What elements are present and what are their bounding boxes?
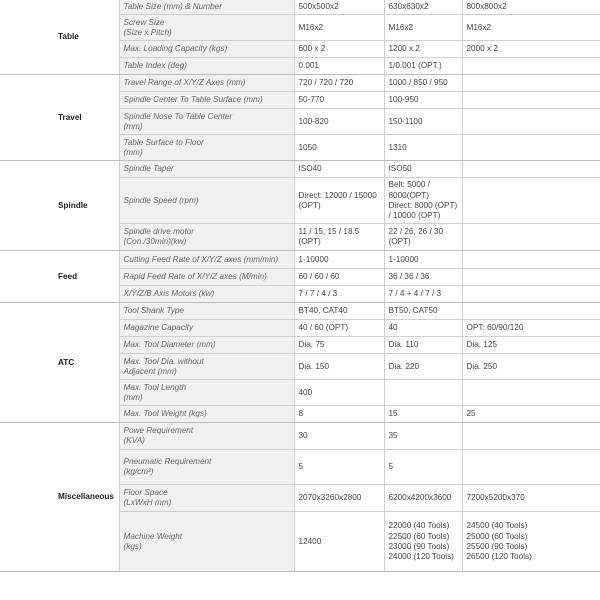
spec-label: Floor Space (LxWxH mm) (119, 485, 294, 512)
spec-value-model-3 (462, 161, 600, 178)
spec-value-model-1: 500x500x2 (294, 0, 384, 15)
category-atc: ATC (0, 303, 119, 423)
spec-value-model-3 (462, 178, 600, 224)
spec-value-model-2: BT50, CAT50 (384, 303, 462, 320)
spec-value-model-1: 30 (294, 423, 384, 450)
spec-label: Spindle Speed (rpm) (119, 178, 294, 224)
spec-value-model-3 (462, 380, 600, 406)
spec-value-model-3 (462, 109, 600, 135)
spec-value-model-2: 630x630x2 (384, 0, 462, 15)
spec-value-model-3: 24500 (40 Tools) 25000 (60 Tools) 25500 (90 Tools) 26500 (120 Tools) (462, 512, 600, 572)
spec-label: Max. Tool Weight (kgs) (119, 406, 294, 423)
spec-value-model-3 (462, 224, 600, 251)
spec-label: Spindle drive motor (Con./30min)(kw) (119, 224, 294, 251)
spec-value-model-1: M16x2 (294, 15, 384, 41)
spec-value-model-3: 2000 x 2 (462, 41, 600, 58)
category-table: Table (0, 0, 119, 75)
spec-value-model-1: 5 (294, 450, 384, 485)
category-feed: Feed (0, 251, 119, 303)
spec-value-model-1: 8 (294, 406, 384, 423)
spec-value-model-1: 720 / 720 / 720 (294, 75, 384, 92)
spec-value-model-2: 6200x4200x3600 (384, 485, 462, 512)
spec-value-model-2: 36 / 36 / 36 (384, 269, 462, 286)
spec-label: X/Y/Z/B Axis Motors (kw) (119, 286, 294, 303)
spec-label: Powe Requirement (KVA) (119, 423, 294, 450)
spec-value-model-2: Belt: 5000 / 8000(OPT) Direct: 8000 (OPT) / 10000 (OPT) (384, 178, 462, 224)
spec-value-model-3: 800x800x2 (462, 0, 600, 15)
spec-value-model-2: 40 (384, 320, 462, 337)
spec-value-model-3: 7200x5200x370 (462, 485, 600, 512)
spec-value-model-1: 100-820 (294, 109, 384, 135)
spec-value-model-2: ISO50 (384, 161, 462, 178)
spec-label: Table Size (mm) & Number (119, 0, 294, 15)
spec-value-model-1: 11 / 15, 15 / 18.5 (OPT) (294, 224, 384, 251)
spec-row-travel-range-of-x-y-z-axes-mm (0, 75, 600, 92)
spec-value-model-1: Dia. 75 (294, 337, 384, 354)
category-spindle: Spindle (0, 161, 119, 251)
spec-value-model-2: 150-1100 (384, 109, 462, 135)
spec-value-model-1: Direct: 12000 / 15000 (OPT) (294, 178, 384, 224)
spec-label: Screw Size (Size x Pitch) (119, 15, 294, 41)
category-travel: Travel (0, 75, 119, 161)
spec-value-model-1: 0.001 (294, 58, 384, 75)
spec-value-model-3 (462, 135, 600, 161)
spec-value-model-1: 50-770 (294, 92, 384, 109)
spec-value-model-3: OPT: 60/90/120 (462, 320, 600, 337)
spec-value-model-3: Dia. 250 (462, 354, 600, 380)
spec-label: Spindle Taper (119, 161, 294, 178)
spec-value-model-2: 1/0.001 (OPT.) (384, 58, 462, 75)
spec-label: Travel Range of X/Y/Z Axes (mm) (119, 75, 294, 92)
category-miscellaneous: Miscellaneous (0, 423, 119, 572)
spec-value-model-3 (462, 450, 600, 485)
spec-label: Rapid Feed Rate of X/Y/Z axes (M/min) (119, 269, 294, 286)
spec-row-table-size-mm-number (0, 0, 600, 15)
spec-label: Spindle Nose To Table Center (mm) (119, 109, 294, 135)
spec-value-model-2: 1-10000 (384, 251, 462, 269)
spec-label: Max. Loading Capacity (kgs) (119, 41, 294, 58)
spec-row-powe-requirement (0, 423, 600, 450)
spec-value-model-2: 1310 (384, 135, 462, 161)
spec-value-model-2: Dia. 220 (384, 354, 462, 380)
spec-row-tool-shank-type (0, 303, 600, 320)
spec-value-model-3 (462, 269, 600, 286)
spec-value-model-1: 40 / 60 (OPT) (294, 320, 384, 337)
spec-label: Table Surface to Floor (mm) (119, 135, 294, 161)
spec-value-model-1: 400 (294, 380, 384, 406)
spec-value-model-3 (462, 286, 600, 303)
spec-value-model-3: 25 (462, 406, 600, 423)
spec-value-model-2: 1200 x 2 (384, 41, 462, 58)
spec-value-model-1: ISO40 (294, 161, 384, 178)
spec-value-model-3 (462, 423, 600, 450)
spec-value-model-3 (462, 75, 600, 92)
spec-value-model-2: M16x2 (384, 15, 462, 41)
spec-value-model-2: 35 (384, 423, 462, 450)
spec-value-model-2: Dia. 110 (384, 337, 462, 354)
spec-value-model-1: Dia. 150 (294, 354, 384, 380)
spec-value-model-2: 22000 (40 Tools) 22500 (60 Tools) 23000 (90 Tools) 24000 (120 Tools) (384, 512, 462, 572)
spec-row-cutting-feed-rate-of-x-y-z-axes-mm-min (0, 251, 600, 269)
spec-label: Machine Weight (kgs) (119, 512, 294, 572)
spec-value-model-1: 7 / 7 / 4 / 3 (294, 286, 384, 303)
spec-label: Magazine Capacity (119, 320, 294, 337)
spec-value-model-1: 12400 (294, 512, 384, 572)
spec-label: Spindle Center To Table Surface (mm) (119, 92, 294, 109)
spec-value-model-3 (462, 92, 600, 109)
spec-value-model-3 (462, 251, 600, 269)
spec-value-model-2: 100-950 (384, 92, 462, 109)
spec-label: Max. Tool Length (mm) (119, 380, 294, 406)
spec-label: Max. Tool Dia. without Adjacent (mm) (119, 354, 294, 380)
spec-value-model-3 (462, 303, 600, 320)
spec-label: Max. Tool Diameter (mm) (119, 337, 294, 354)
spec-value-model-2 (384, 380, 462, 406)
spec-value-model-2: 5 (384, 450, 462, 485)
spec-value-model-1: 2070x3260x2800 (294, 485, 384, 512)
spec-value-model-3: M16x2 (462, 15, 600, 41)
spec-label: Tool Shank Type (119, 303, 294, 320)
spec-value-model-1: BT40, CAT40 (294, 303, 384, 320)
spec-value-model-1: 600 x 2 (294, 41, 384, 58)
spec-value-model-1: 1050 (294, 135, 384, 161)
spec-value-model-2: 1000 / 850 / 950 (384, 75, 462, 92)
spec-value-model-3 (462, 58, 600, 75)
spec-value-model-2: 22 / 26, 26 / 30 (OPT) (384, 224, 462, 251)
spec-value-model-2: 15 (384, 406, 462, 423)
spec-row-spindle-taper (0, 161, 600, 178)
spec-label: Pneumatic Requirement (kg/cm²) (119, 450, 294, 485)
spec-value-model-2: 7 / 4 + 4 / 7 / 3 (384, 286, 462, 303)
spec-value-model-1: 1-10000 (294, 251, 384, 269)
spec-value-model-1: 60 / 60 / 60 (294, 269, 384, 286)
spec-label: Cutting Feed Rate of X/Y/Z axes (mm/min) (119, 251, 294, 269)
spec-label: Table Index (deg) (119, 58, 294, 75)
spec-value-model-3: Dia. 125 (462, 337, 600, 354)
